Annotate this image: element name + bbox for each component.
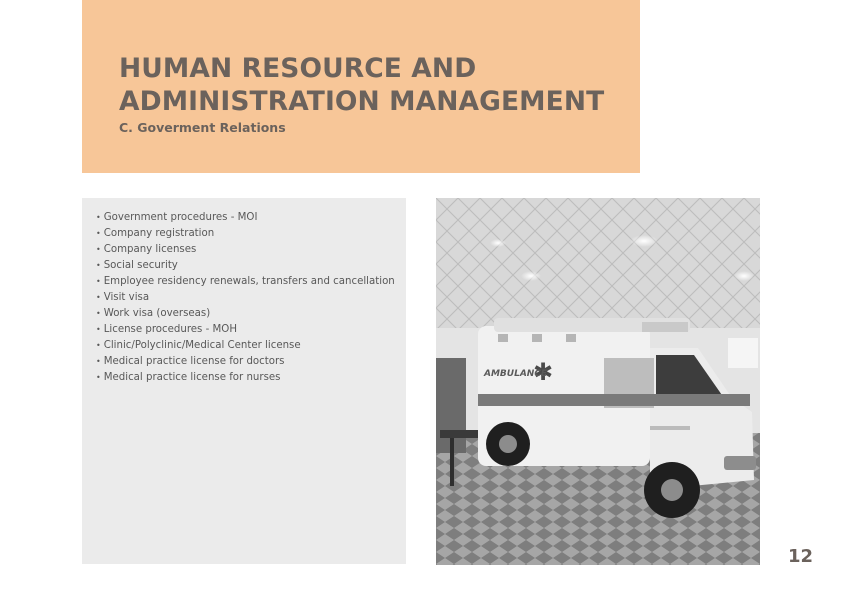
- list-item: • Company licenses: [96, 242, 404, 258]
- title-line-2: ADMINISTRATION MANAGEMENT: [119, 86, 605, 117]
- ambulance-lettering: AMBULANCE: [484, 369, 548, 379]
- list-item: • Government procedures - MOI: [96, 210, 404, 226]
- list-item: • Visit visa: [96, 290, 404, 306]
- list-item: • Employee residency renewals, transfers and cancellation: [96, 274, 404, 290]
- list-item: • License procedures - MOH: [96, 322, 404, 338]
- list-item: • Social security: [96, 258, 404, 274]
- list-item: • Work visa (overseas): [96, 306, 404, 322]
- page-title: [119, 52, 604, 118]
- list-item: • Medical practice license for nurses: [96, 370, 404, 386]
- ambulance-photo: [436, 198, 760, 565]
- list-item: • Clinic/Polyclinic/Medical Center license: [96, 338, 404, 354]
- page-number: 12: [788, 546, 814, 567]
- header-block: [82, 0, 640, 173]
- services-list: [96, 210, 404, 386]
- svg-text:✱: ✱: [533, 358, 554, 386]
- section-subtitle: C. Goverment Relations: [119, 120, 286, 135]
- list-item: • Company registration: [96, 226, 404, 242]
- title-line-1: HUMAN RESOURCE AND: [119, 53, 477, 84]
- list-item: • Medical practice license for doctors: [96, 354, 404, 370]
- services-panel: [82, 198, 406, 564]
